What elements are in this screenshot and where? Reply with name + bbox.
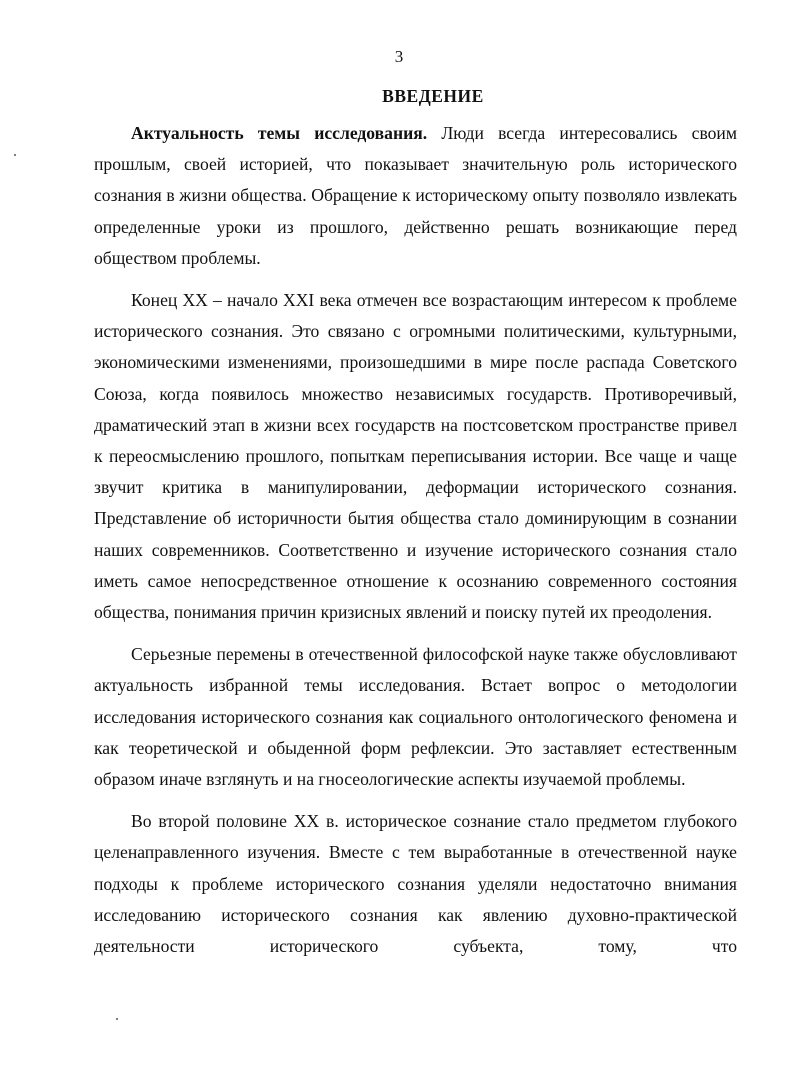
paragraph-1-text: Люди всегда интересовались своим прошлым, своей историей, что показывает значительную роль исторического сознания в жизни общества. Обращение к историческому опыту позволяло извлекать определенные уроки из прошлого, действенно решать возникающие перед обществом проблемы. xyxy=(94,123,737,268)
scan-speck-bottom xyxy=(116,1018,118,1020)
section-title: ВВЕДЕНИЕ xyxy=(382,86,484,106)
paragraph-1 xyxy=(94,118,737,274)
paragraph-2: Конец XX – начало XXI века отмечен все возрастающим интересом к проблеме исторического сознания. Это связано с огромными политическими, культурными, экономическими изменениями, произошедшими в мире после распада Советского Союза, когда появилось множество независимых государств. Противоречивый, драматический этап в жизни всех государств на постсоветском пространстве привел к переосмыслению прошлого, попыткам переписывания истории. Все чаще и чаще звучит критика в манипулировании, деформации исторического сознания. Представление об историчности бытия общества стало доминирующим в сознании наших современников. Соответственно и изучение исторического сознания стало иметь самое непосредственное отношение к осознанию современного состояния общества, понимания причин кризисных явлений и поиску путей их преодоления. xyxy=(94,290,737,623)
page-number: 3 xyxy=(394,47,404,66)
paragraph-4: Во второй половине XX в. историческое сознание стало предметом глубокого целенаправленного изучения. Вместе с тем выработанные в отечественной науке подходы к проблеме исторического сознания уделяли недостаточно внимания исследованию исторического сознания как явлению духовно-практической деятельности исторического субъекта, тому, что xyxy=(94,811,737,957)
scan-speck-left xyxy=(14,154,16,156)
paragraph-1-lead: Актуальность темы исследования. xyxy=(131,123,428,143)
body-text xyxy=(94,118,737,962)
paragraph-3: Серьезные перемены в отечественной философской науке также обусловливают актуальность избранной темы исследования. Встает вопрос о методологии исследования исторического сознания как социального онтологического феномена и как теоретической и обыденной форм рефлексии. Это заставляет естественным образом иначе взглянуть и на гносеологические аспекты изучаемой проблемы. xyxy=(94,644,737,790)
